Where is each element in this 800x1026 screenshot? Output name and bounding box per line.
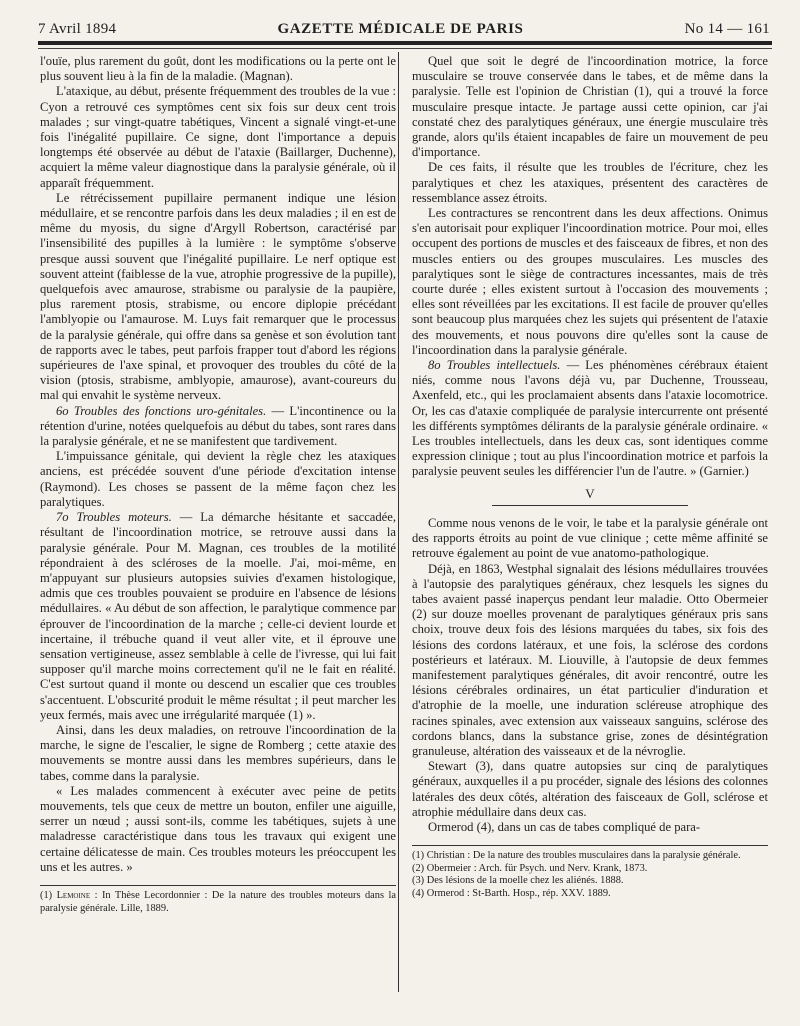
paragraph: Ainsi, dans les deux maladies, on retrouve l'incoordination de la marche, le signe de l'escalier, le signe de Romberg ; cette ataxie des mouvements se montre aussi dans les membres supérieurs, dans le tabes, comme dans la paralysie. (40, 722, 396, 783)
journal-title: GAZETTE MÉDICALE DE PARIS (277, 20, 524, 37)
footnote-author: Lemoine (56, 889, 91, 901)
footnote: (4) Ormerod : St-Barth. Hosp., rép. XXV. 1889. (412, 887, 611, 899)
paragraph-text: — La démarche hésitante et saccadée, résultant de l'incoordination motrice, se retrouve aussi dans la paralysie générale. Pour M. Magnan, ces troubles de la motilité répondraient à des scléroses de la moelle. J'ai, moi-même, en m'appuyant sur plusieurs autopsies suivies d'examen histologique, admis que ces troubles pouvaient se produire en l'absence de lésions médullaires. « Au début de son affection, le paralytique commence par éprouver de l'incoordination de la marche ; celle-ci devient lourde et incertaine, il trébuche quand il veut aller vite, et il éprouve une sensation vertigineuse, assez semblable à celle de l'ivresse, qui lui fait supposer qu'il marche moins correctement qu'il ne le fait en réalité. C'est surtout quand il monte ou descend un escalier que ces troubles s'accentuent. L'obscurité produit le même résultat ; il peut marcher les yeux fermés, mais avec une irrégularité marquée (1) ». (40, 510, 396, 722)
section-rule (492, 505, 688, 506)
subsection-title: 8o Troubles intellectuels. (428, 358, 561, 373)
paragraph-text: — L'incontinence ou la rétention d'urine, notées quelquefois au début du tabes, sont rares dans la paralysie générale, et ne se manifestent que tardivement. (40, 403, 396, 449)
issue-date: 7 Avril 1894 (38, 20, 117, 37)
paragraph: Déjà, en 1863, Westphal signalait des lésions médullaires trouvées à l'autopsie des paralytiques généraux, chez lesquels les signes du tabes avaient passé inaperçus pendant leur maladie. Otto Obermeier (2) sur douze moelles provenant de paralytiques généraux pris sans choix, trouve deux fois des lésions marquées du tabes, six fois des lésions des cordons latéraux, et une fois, la sclérose des cordons postérieurs et latéraux. M. Liouville, à l'autopsie de deux femmes manifestement paralytiques générales, dit avoir rencontré, outre les lésions cérébrales ordinaires, un état particulier d'induration et d'atrophie de la moelle, une induration scléreuse atrophique des racines spinales, avec extension aux vaisseaux sanguins, sclérose des cordons blancs, dans la substance grise, zones de désintégration granuleuse, altération des vaisseaux et de la névroglie. (412, 561, 768, 758)
column-divider (398, 52, 399, 992)
paragraph: Quel que soit le degré de l'incoordination motrice, la force musculaire se trouve conservée dans le tabes, et de même dans la paralysie. Telle est l'opinion de Christian (1), qui a trouvé la force musculaire presque intacte. Je partage aussi cette opinion, car j'ai constaté chez des paralytiques généraux, une énergie musculaire très grande, alors qu'ils étaient incapables de faire un mouvement de peu d'importance. (412, 54, 768, 160)
paragraph: Le rétrécissement pupillaire permanent indique une lésion médullaire, et se rencontre parfois dans les deux maladies ; il en est de même du myosis, du signe d'Argyll Robertson, caractérisé par l'insensibilité des pupilles à la lumière : le symptôme s'observe presque aussi souvent que l'inégalité pupillaire. Le nerf optique est souvent atteint (faiblesse de la vue, atrophie progressive de la pupille), quelquefois avec amaurose, strabisme ou paralysie de la paupière, plus rarement ptosis, strabisme, ou encore diplopie précédant l'amblyopie ou l'amaurose. M. Luys fait remarquer que le processus de la paralysie générale, qui offre dans sa genèse et son évolution tant de rapports avec le tabes, peut parfois frapper tout d'abord les régions supérieures de l'axe spinal, et provoquer des troubles du côté de la vision (ptosis, strabisme, amblyopie, amaurose), avant-coureurs du mal qui envahit le système nerveux. (40, 190, 396, 403)
header-rule-thick (38, 41, 772, 45)
subsection-title: 6o Troubles des fonctions uro-génitales. (56, 403, 267, 418)
paragraph: L'ataxique, au début, présente fréquemment des troubles de la vue : Cyon a retrouvé ces symptômes cent six fois sur deux cent trois malades ; sur vingt-quatre tabétiques, Vincent a signalé vingt-et-une fois l'inégalité pupillaire. Ce signe, dont l'importance a depuis longtemps été observée au début de l'ataxie (Baillarger, Duchenne), acquiert la même valeur diagnostique dans la paralysie générale, où il apparaît fréquemment. (40, 84, 396, 190)
page-number: No 14 — 161 (684, 20, 770, 37)
paragraph: l'ouïe, plus rarement du goût, dont les modifications ou la perte ont le plus souvent lieu à la fin de la maladie. (Magnan). (40, 54, 396, 84)
footnote: (1) Christian : De la nature des troubles musculaires dans la paralysie générale. (412, 850, 741, 862)
footnote: (2) Obermeier : Arch. für Psych. und Nerv. Krank, 1873. (412, 862, 648, 874)
paragraph (412, 358, 768, 480)
paragraph: Comme nous venons de le voir, le tabe et la paralysie générale ont des rapports étroits au point de vue clinique ; cette même affinité se retrouve également au point de vue anatomo-pathologique. (412, 515, 768, 561)
header-rule-thin (38, 48, 772, 49)
paragraph: « Les malades commencent à exécuter avec peine de petits mouvements, tels que ceux de mettre un bouton, enfiler une aiguille, serrer un nœud ; aussi sont-ils, comme les tabétiques, sujets à une maladresse caractéristique dans tous les travaux qui exigent une certaine délicatesse de main. Ces troubles moteurs les préoccupent les uns et les autres. » (40, 783, 396, 874)
paragraph (40, 404, 396, 450)
footnote-text: : In Thèse Lecordonnier : De la nature des troubles moteurs dans la paralysie générale. Lille, 1889. (40, 889, 396, 914)
footnote-rule (40, 885, 396, 886)
footnote (40, 890, 396, 915)
paragraph: De ces faits, il résulte que les troubles de l'écriture, chez les paralytiques et chez les ataxiques, présentent des caractères de ressemblance assez étroits. (412, 160, 768, 205)
paragraph (40, 510, 396, 723)
right-column (412, 54, 768, 901)
paragraph-text: — Les phénomènes cérébraux étaient niés, comme nous l'avons déjà vu, par Duchenne, Trousseau, Axenfeld, etc., qui les proclamaient absents dans l'ataxie locomotrice. Or, les cas d'ataxie compliquée de paralysie intercurrente ont présenté les différents symptômes délirants de la paralysie générale ordinaire. « Les troubles intellectuels, dans les deux cas, sont identiques comme expression clinique ; tout au plus l'incoordination motrice et parfois la paralysie peuvent seules les différencier l'un de l'autre. » (Garnier.) (412, 358, 769, 479)
left-column (40, 54, 396, 915)
paragraph: L'impuissance génitale, qui devient la règle chez les ataxiques anciens, est précédée souvent d'une période d'excitation intense (Raymond). Les choses se passent de la même façon chez les paralytiques. (40, 449, 396, 509)
paragraph: Ormerod (4), dans un cas de tabes compliqué de para- (428, 819, 701, 834)
footnote-number: (1) (40, 889, 53, 901)
paragraph: Les contractures se rencontrent dans les deux affections. Onimus s'en autorisait pour expliquer l'incoordination motrice. Pour moi, elles occupent des portions de muscles et des faisceaux de fibres, et non des muscles entiers ou des groupes musculaires. Les muscles des paralytiques sont le siège de contractures incessantes, mais de très courte durée ; elles existent surtout à l'occasion des mouvements ; elles sont réveillées par les excitations. Il est facile de prouver qu'elles sont beaucoup plus marquées chez les sujets qui présentent de l'ataxie des mouvements, et nous pouvons dire qu'elles sont la cause de l'incoordination dans la paralysie générale. (412, 206, 768, 357)
footnote-rule (412, 845, 768, 846)
paragraph: Stewart (3), dans quatre autopsies sur cinq de paralytiques généraux, auxquelles il a pu procéder, signale des lésions des colonnes latérales des deux côtés, altération des faisceaux de Goll, sclérose et atrophie médullaire dans deux cas. (412, 759, 768, 819)
footnote: (3) Des lésions de la moelle chez les aliénés. 1888. (412, 875, 624, 887)
page-header (38, 18, 770, 40)
section-heading: V (585, 485, 595, 501)
subsection-title: 7o Troubles moteurs. (56, 510, 172, 525)
